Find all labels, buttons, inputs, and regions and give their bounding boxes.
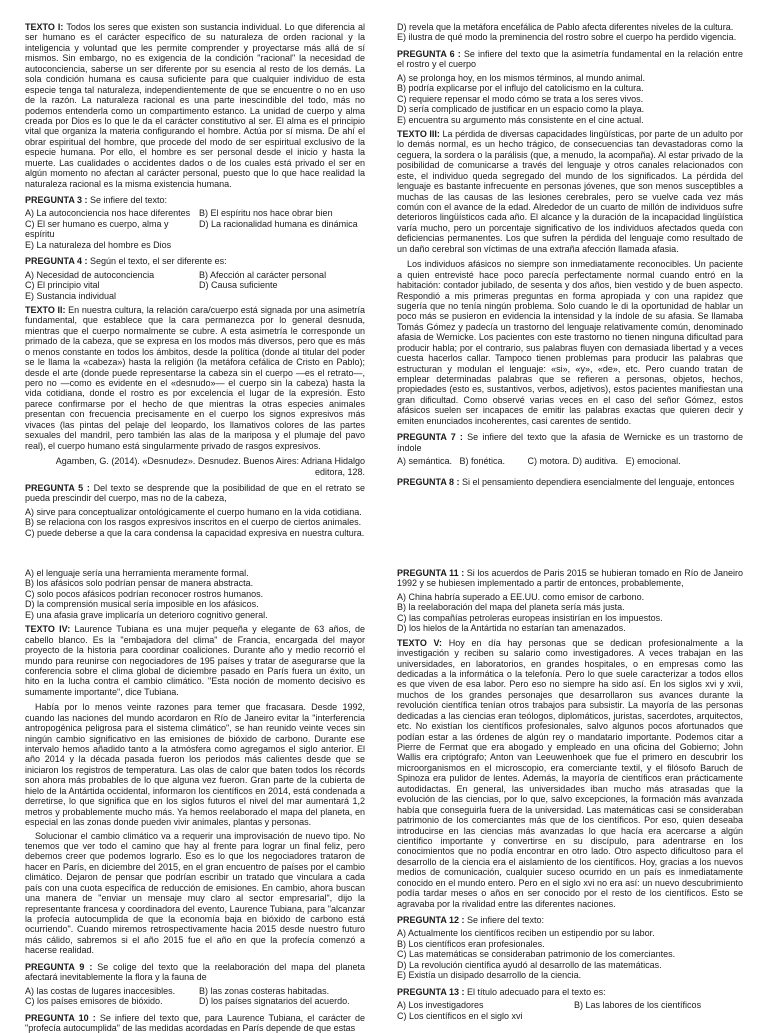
pregunta-6-label: PREGUNTA 6 : — [397, 49, 461, 59]
option[interactable]: E) Sustancia individual — [25, 291, 191, 301]
option[interactable]: E) una afasia grave implicaría un deterioro cognitivo general. — [25, 610, 365, 620]
pregunta-9-text: Se colige del texto que la reelaboración del mapa del planeta afectará inevitablemente la flora y la fauna de — [25, 962, 365, 982]
option[interactable]: A) Los investigadores — [397, 1000, 566, 1010]
pregunta-11-label: PREGUNTA 11 : — [397, 568, 464, 578]
texto-3-label: TEXTO III: — [397, 129, 440, 139]
option[interactable]: D) La revolución científica ayudó al desarrollo de las matemáticas. — [397, 960, 743, 970]
bottom-left-column — [25, 568, 365, 1024]
option[interactable]: B) El espíritu nos hace obrar bien — [199, 208, 365, 218]
top-right-column — [397, 22, 743, 546]
option[interactable]: C) solo pocos afásicos podrían reconocer rostros humanos. — [25, 589, 365, 599]
pregunta-12-options — [397, 928, 743, 980]
option[interactable]: B) Los científicos eran profesionales. — [397, 939, 743, 949]
option[interactable]: E) encuentra su argumento más consistente en el cine actual. — [397, 115, 743, 125]
pregunta-12 — [397, 915, 743, 925]
pregunta-5-text: Del texto se desprende que la posibilidad de que en el retrato se pueda prescindir del cuerpo, mas no de la cabeza, — [25, 483, 365, 503]
pregunta-13-text: El título adecuado para el texto es: — [465, 987, 606, 997]
option[interactable]: A) el lenguaje sería una herramienta meramente formal. — [25, 568, 365, 578]
pregunta-3 — [25, 195, 365, 205]
texto-5 — [397, 638, 743, 909]
option[interactable]: C) los países emisores de bióxido. — [25, 996, 191, 1006]
pregunta-6-text: Se infiere del texto que la asimetría fundamental en la relación entre el rostro y el cuerpo — [397, 49, 743, 69]
texto-1-body: Todos los seres que existen son sustancia individual. Lo que diferencia al ser humano es el carácter específico de su naturaleza de orden racional y la inteligencia y voluntad que les permite comprender y proyectarse más allá de sí mismos. Sin embargo, no es exigencia de la condición "racional" la necesidad de autoconciencia, saberse un ser diferente por su esencia al resto de los demás. La sola condición humana es causa suficiente para que cualquier individuo de esta especie tenga tal naturaleza, independientemente de que se encuentre o no en uso de la razón. La naturaleza racional es una parte inescindible del todo, más no podemos entenderla como un compartimento estanco. La unidad de cuerpo y alma creada por Dios es lo que le da el carácter constitutivo al ser. El alma es el principio vital que organiza la materia configurando el hombre. Actúa por sí misma. De ahí el obrar espiritual del hombre, que procede del modo de ser espiritual exclusivo de la especie humana. Por ello, el hombre es ser personal desde el inicio y hasta la muerte. Las cualidades o accidentes dados o de los cuales está privado el ser en algún momento no afectan al carácter personal, puesto que lo que hace realidad la naturaleza racional es la misma existencia humana. — [25, 22, 365, 189]
pregunta-12-text: Se infiere del texto: — [465, 915, 545, 925]
option[interactable]: C) las compañías petroleras europeas insistirían en los impuestos. — [397, 613, 743, 623]
pregunta-7-text: Se infiere del texto que la afasia de Wernicke es un trastorno de índole — [397, 432, 743, 452]
option[interactable]: E) Existía un disipado desarrollo de la ciencia. — [397, 970, 743, 980]
pregunta-5-options-cont — [397, 22, 743, 43]
pregunta-11 — [397, 568, 743, 589]
pregunta-5-label: PREGUNTA 5 : — [25, 483, 90, 493]
option[interactable]: A) Necesidad de autoconciencia — [25, 270, 191, 280]
option[interactable]: A) sirve para conceptualizar ontológicamente el cuerpo humano en la vida cotidiana. — [25, 507, 365, 517]
pregunta-3-label: PREGUNTA 3 : — [25, 195, 88, 205]
pregunta-11-options — [397, 592, 743, 634]
pregunta-8 — [397, 477, 743, 487]
texto-4-paragraph-3: Solucionar el cambio climático va a requerir una improvisación de nuevo tipo. No tenemos que ver todo el camino que hay al frente para lograr un final feliz, pero debemos creer que podemos lograrlo. Eso es lo que los negociadores trataron de hacer en París, en diciembre del 2015, en el gran encuentro de países por el cambio climático. Dejaron de pensar que podrían escribir un tratado que vinculara a cada país con una cuota específica de reducción de emisiones. En cambio, ahora buscan una manera de "enviar un mensaje muy claro al sector empresarial", dijo la representante francesa y coordinadora del evento, Laurence Tubiana, para "alcanzar la profecía autocumplida de que la economía baja en bióxido de carbono está ocurriendo". Cuando miremos retrospectivamente hacia 2015 desde nuestro futuro más cálido, sabremos si el año 2015 fue el año en que la profecía comenzó a hacerse realidad. — [25, 831, 365, 956]
option[interactable]: D) Causa suficiente — [199, 280, 365, 290]
page-gap — [0, 546, 768, 568]
option[interactable]: D) la comprensión musical sería imposible en los afásicos. — [25, 599, 365, 609]
pregunta-4-options — [25, 270, 365, 301]
texto-4 — [25, 624, 365, 697]
option[interactable]: C) Las matemáticas se consideraban patrimonio de los comerciantes. — [397, 949, 743, 959]
pregunta-8-text: Si el pensamiento dependiera esencialmente del lenguaje, entonces — [460, 477, 735, 487]
texto-2-reference-cont: editora, 128. — [25, 467, 365, 477]
pregunta-9-options — [25, 986, 365, 1007]
option[interactable]: B) la reelaboración del mapa del planeta sería más justa. — [397, 602, 743, 612]
pregunta-13-options — [397, 1000, 743, 1021]
option[interactable]: B) podría explicarse por el influjo del catolicismo en la cultura. — [397, 83, 743, 93]
pregunta-10-text: Se infiere del texto que, para Laurence Tubiana, el carácter de "profecía autocumplida" de las medidas acordadas en París depende de que estas — [25, 1013, 365, 1033]
pregunta-4-label: PREGUNTA 4 : — [25, 256, 88, 266]
pregunta-8-label: PREGUNTA 8 : — [397, 477, 460, 487]
pregunta-9 — [25, 962, 365, 983]
option[interactable]: E) ilustra de qué modo la preminencia del rostro sobre el cuerpo ha perdido vigencia. — [397, 32, 743, 42]
option[interactable]: D) los hielos de la Antártida no estarían tan amenazados. — [397, 623, 743, 633]
pregunta-7-options[interactable]: A) semántica. B) fonética. C) motora. D) auditiva. E) emocional. — [397, 456, 743, 466]
texto-1-label: TEXTO I: — [25, 22, 63, 32]
option[interactable]: A) las costas de lugares inaccesibles. — [25, 986, 191, 996]
option[interactable]: A) Actualmente los científicos reciben un estipendio por su labor. — [397, 928, 743, 938]
texto-4-label: TEXTO IV: — [25, 624, 70, 634]
option[interactable]: B) se relaciona con los rasgos expresivos inscritos en el cuerpo de ciertos animales. — [25, 517, 365, 527]
option[interactable]: B) las zonas costeras habitadas. — [199, 986, 365, 996]
texto-4-body: Laurence Tubiana es una mujer pequeña y elegante de 63 años, de cabello blanco. Es la "embajadora del clima" de Francia, encargada del mayor proyecto de la historia para coordinar coaliciones. Durante año y medio recorrió el mundo para reunirse con negociadores de 195 países y tratar de asegurarse que la conferencia sobre el clima global de diciembre pasado en París fuera un éxito, un hito en la lucha contra el cambio climático. "Esta noción de momento decisivo es sumamente importante", dice Tubiana. — [25, 624, 365, 697]
option[interactable]: B) los afásicos solo podrían pensar de manera abstracta. — [25, 578, 365, 588]
pregunta-9-label: PREGUNTA 9 : — [25, 962, 92, 972]
option[interactable]: A) se prolonga hoy, en los mismos términos, al mundo animal. — [397, 73, 743, 83]
option[interactable]: C) Los científicos en el siglo xvi — [397, 1011, 566, 1021]
option[interactable]: A) La autoconciencia nos hace diferentes — [25, 208, 191, 218]
texto-3 — [397, 129, 743, 254]
top-left-column — [25, 22, 365, 546]
texto-3-body: La pérdida de diversas capacidades lingüísticas, por parte de un adulto por lo demás normal, es un hecho trágico, de consecuencias tan devastadoras como la ceguera, la sordera o la parálisis (que, a menudo, la acompaña). Al estar privado de la posibilidad de comunicarse a través del lenguaje y otros canales relacionados con este, el individuo queda segregado del mundo de los significados. La pérdida del lenguaje es bastante infrecuente en personas jóvenes, que son menos susceptibles a muchas de las causas de las lesiones cerebrales, pero se vuelve cada vez más común con el avance de la edad. Alrededor de un cuarto de millón de individuos sufre deterioros lingüísticos cada año. El alcance y la duración de la incapacidad lingüística varía mucho, pero un porcentaje significativo de los individuos afectados queda con deficiencias permanentes. Los que sufren la pérdida del lenguaje como resultado de un daño cerebral son víctimas de una extraña afección llamada afasia. — [397, 129, 743, 254]
texto-5-label: TEXTO V: — [397, 638, 442, 648]
option[interactable]: E) La naturaleza del hombre es Dios — [25, 240, 191, 250]
pregunta-4 — [25, 256, 365, 266]
pregunta-6 — [397, 49, 743, 70]
bottom-right-column — [397, 568, 743, 1024]
pregunta-5 — [25, 483, 365, 504]
option[interactable]: C) requiere repensar el modo cómo se trata a los seres vivos. — [397, 94, 743, 104]
texto-1 — [25, 22, 365, 189]
pregunta-7-label: PREGUNTA 7 : — [397, 432, 463, 442]
pregunta-4-text: Según el texto, el ser diferente es: — [88, 256, 227, 266]
texto-5-body: Hoy en día hay personas que se dedican profesionalmente a la investigación y reciben su salario como investigadores. A veces trabajan en las universidades, en laboratorios, en grandes hospitales, o en empresas como las dedicadas a la informática o la telefonía. Pero lo que suele caracterizar a todos ellos es que viven de esa labor. Pero eso no siempre ha sido así. En los siglos xvi y xvii, muchos de los grandes personajes que desarrollaron sus avances durante la revolución científica tenían otros trabajos para subsistir. La mayoría de las personas dedicadas a las ciencias eran teólogos, diplomáticos, juristas, sacerdotes, arquitectos, etc. No existían los científicos profesionales, salvo algunos pocos afortunados que podían estar a las órdenes de algún rey o mandatario importante. Podemos citar a Pierre de Fermat que era abogado y empleado en una oficina del Gobierno; John Wallis era criptógrafo; Anton van Leeuwenhoek que fue el primero en descubrir los microorganismos en el microscopio, era comerciante textil, y el filósofo Baruch de Spinoza era pulidor de lentes. Además, la mayoría de científicos eran prácticamente autodidactas. En general, las universidades iban mucho más atrasadas que la evolución de las ciencias, por lo que, salvo excepciones, la formación más avanzada había que conseguirla fuera de la universidad. Las matemáticas casi se consideraban patrimonio de los comerciantes más que de los científicos. Por eso, quien deseaba introducirse en las ciencias más avanzadas lo que hacía era acercarse a algún científico importante y convertirse en su discípulo, para adentrarse en los conocimientos que no podía encontrar en otro lado. Otro aspecto dificultoso para el desarrollo de la ciencia era el aislamiento de los científicos. Hoy, gracias a los nuevos medios de comunicación, cualquier suceso ocurrido en un país es inmediatamente conocido en el mundo entero. Pero en el siglo xvi no era así: un nuevo descubrimiento podía tardar meses o años en ser conocido por el resto de los científicos. Esto se agravaba por la rivalidad entre las diferentes naciones. — [397, 638, 743, 909]
pregunta-3-text: Se infiere del texto: — [88, 195, 168, 205]
pregunta-3-options — [25, 208, 365, 250]
pregunta-10-label: PREGUNTA 10 : — [25, 1013, 96, 1023]
option[interactable]: B) Las labores de los científicos — [574, 1000, 743, 1010]
option[interactable]: D) La racionalidad humana es dinámica — [199, 219, 365, 240]
pregunta-12-label: PREGUNTA 12 : — [397, 915, 465, 925]
pregunta-11-text: Si los acuerdos de Paris 2015 se hubieran tomado en Río de Janeiro 1992 y se hubiesen implementado a partir de entonces, probablemente, — [397, 568, 743, 588]
option[interactable]: C) El principio vital — [25, 280, 191, 290]
option[interactable]: C) El ser humano es cuerpo, alma y espíritu — [25, 219, 191, 240]
option[interactable]: C) puede deberse a que la cara condensa la capacidad expresiva en nuestra cultura. — [25, 528, 365, 538]
pregunta-6-options — [397, 73, 743, 125]
texto-2-label: TEXTO II: — [25, 305, 66, 315]
pregunta-13 — [397, 987, 743, 997]
pregunta-10 — [25, 1013, 365, 1033]
option[interactable]: D) los países signatarios del acuerdo. — [199, 996, 365, 1006]
texto-3-paragraph-2: Los individuos afásicos no siempre son inmediatamente reconocibles. Un paciente a quien entrevisté hace poco parecía perfectamente normal cuando entró en la habitación: contador jubilado, de sesenta y dos años, bien vestido y de buen aspecto. Respondió a mis primeras preguntas en forma apropiada y con una rapidez que sugería que no tenía ningún problema. Solo cuando le di la oportunidad de hablar un poco más se pusieron en evidencia la intensidad y la índole de su afasia. Se llamaba Tomás Gómez y padecía un trastorno del lenguaje relativamente común, denominado afasia de Wernicke. Los pacientes con este trastorno no tienen ninguna dificultad para producir habla; por el contrario, sus palabras fluyen con demasiada libertad y a veces cuesta hacerlos callar. Tampoco tienen problemas para producir las palabras que estructuran y modulan el lenguaje: «si», «y», «de», etc. Pero cuando tratan de emplear determinadas palabras que se refieren a personas, objetos, hechos, propiedades (esto es, sustantivos, verbos, adjetivos), estos pacientes manifiestan una gran dificultad. Como observé varias veces en el caso del señor Gómez, estos afásicos suelen ser incapaces de emitir las palabras exactas que quieren decir y emiten enunciados incoherentes, casi carentes de sentido. — [397, 259, 743, 426]
texto-4-paragraph-2: Había por lo menos veinte razones para temer que fracasara. Desde 1992, cuando las naciones del mundo acordaron en Río de Janeiro evitar la "interferencia antropogénica peligrosa para el sistema climático", se han reunido veinte veces sin ningún cambio significativo en las emisiones de bióxido de carbono. Durante ese intervalo hemos añadido tanto a la atmósfera como agregamos el siglo anterior. El año 2014 y la década pasada fueron los periodos más calientes desde que se iniciaron los registros de temperatura. Las olas de calor que baten todos los récords son ahora más probables de lo que alguna vez fueron. Gran parte de la cubierta de hielo de la Antártida occidental, informaron los científicos en 2014, está condenada a derretirse, lo que significa que en los siglos futuros el nivel del mar aumentará 1,2 metros y probablemente mucho más. Ya hemos reelaborado el mapa del planeta, en especial en las zonas donde pueden vivir animales, plantas y personas. — [25, 702, 365, 827]
option[interactable]: A) China habría superado a EE.UU. como emisor de carbono. — [397, 592, 743, 602]
option[interactable]: B) Afección al carácter personal — [199, 270, 365, 280]
texto-2-reference: Agamben, G. (2014). «Desnudez». Desnudez. Buenos Aires: Adriana Hidalgo — [25, 456, 365, 466]
pregunta-13-label: PREGUNTA 13 : — [397, 987, 465, 997]
option[interactable]: D) revela que la metáfora encefálica de Pablo afecta diferentes niveles de la cultura. — [397, 22, 743, 32]
option[interactable]: D) sería complicado de justificar en un espacio como la playa. — [397, 104, 743, 114]
texto-2-body: En nuestra cultura, la relación cara/cuerpo está signada por una asimetría fundamental, que establece que la cara permanezca por lo general desnuda, mientras que el cuerpo normalmente se cubre. A esta asimetría le corresponde un primado de la cabeza, que se expresa en los modos más diversos, pero que es más o menos constante en todos los ámbitos, desde la política (donde al titular del poder se le llama la «cabeza») hasta la religión (la metáfora cefálica de Cristo en Pablo); desde el arte (donde puede representarse la cabeza sin el cuerpo —es el retrato—, pero no —como es evidente en el «desnudo»— el cuerpo sin la cabeza) hasta la vida cotidiana, donde el rostro es por excelencia el lugar de la expresión. Esto parece confirmarse por el hecho de que mientras la otras especies animales presentan con frecuencia precisamente en el cuerpo los signos expresivos más vivaces (las pintas del pelaje del leopardo, los llamativos colores de las partes sexuales del mandril, pero también las alas de la mariposa y el plumaje del pavo real), el cuerpo humano está singularmente privado de rasgos expresivos. — [25, 305, 365, 451]
pregunta-8-options — [25, 568, 365, 620]
pregunta-5-options — [25, 507, 365, 538]
texto-2 — [25, 305, 365, 451]
pregunta-7 — [397, 432, 743, 453]
